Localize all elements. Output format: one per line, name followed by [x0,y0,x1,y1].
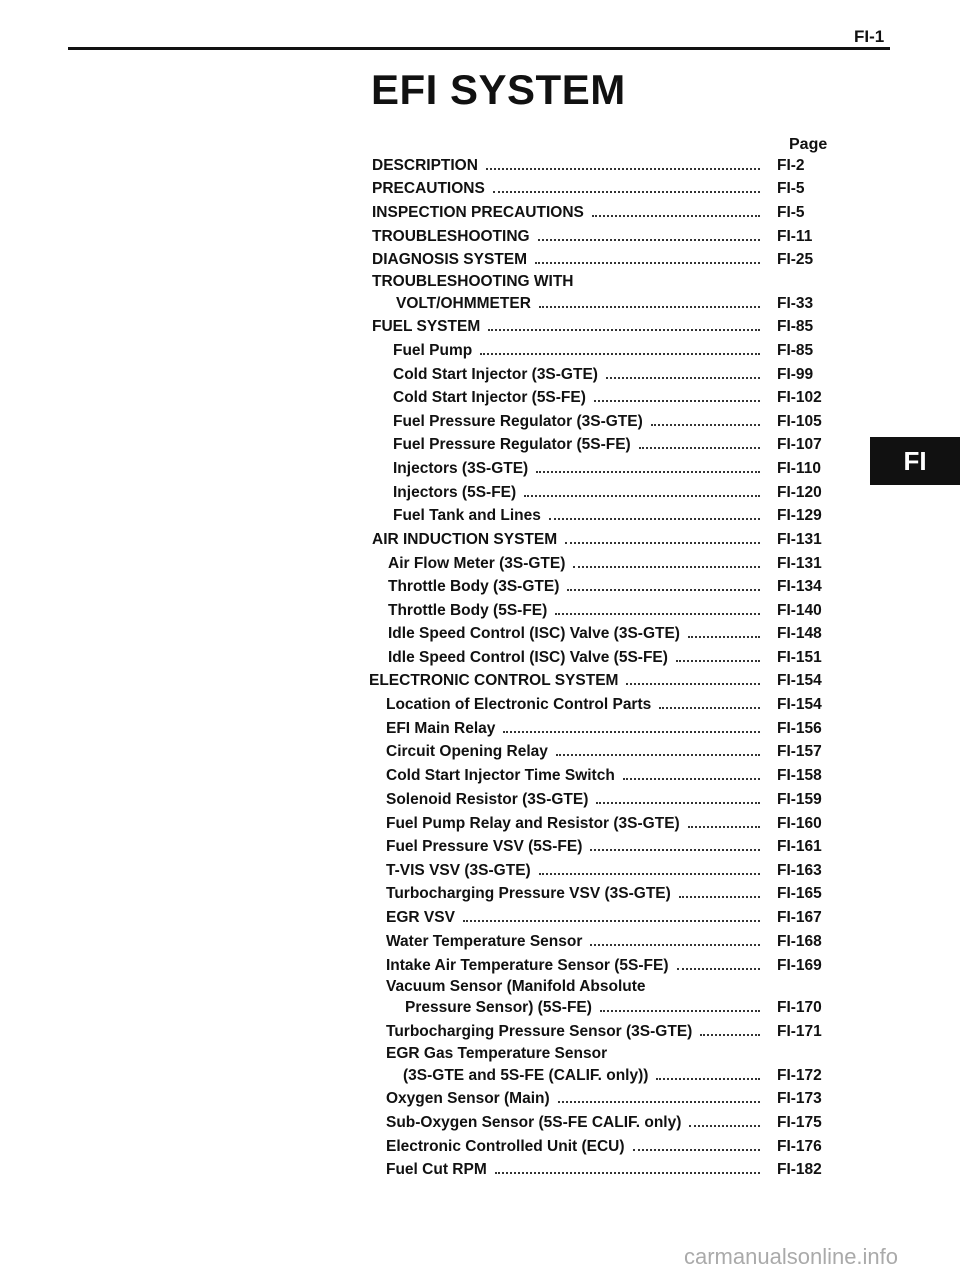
toc-entry[interactable] [386,763,768,785]
toc-entry[interactable] [396,291,768,313]
toc-entry[interactable] [393,385,768,407]
toc-entry[interactable] [386,1110,768,1132]
toc-entry-page: FI-154 [777,696,822,713]
toc-entry-label: Intake Air Temperature Sensor (5S-FE) [386,957,669,974]
toc-leader [503,731,760,733]
toc-entry-label: Air Flow Meter (3S-GTE) [388,555,566,572]
toc-entry[interactable] [386,1157,768,1179]
toc-leader [539,306,760,308]
toc-entry-label: (3S-GTE and 5S-FE (CALIF. only)) [403,1067,649,1084]
toc-entry-label: Pressure Sensor) (5S-FE) [405,999,592,1016]
toc-leader [495,1172,760,1174]
toc-leader [606,377,760,379]
toc-entry[interactable] [386,834,768,856]
toc-entry-page: FI-175 [777,1114,822,1131]
toc-entry-page: FI-161 [777,838,822,855]
toc-entry-page: FI-176 [777,1138,822,1155]
toc-entry-page: FI-148 [777,625,822,642]
toc-leader [524,495,760,497]
toc-leader [639,447,760,449]
toc-entry-label: PRECAUTIONS [372,180,485,197]
toc-entry-label: FUEL SYSTEM [372,318,481,335]
toc-entry[interactable] [388,645,768,667]
toc-entry-page: FI-5 [777,180,805,197]
toc-leader [659,707,760,709]
toc-entry-label: Turbocharging Pressure Sensor (3S-GTE) [386,1023,693,1040]
toc-leader [486,168,760,170]
toc-entry-label: Fuel Pump [393,342,473,359]
toc-leader [688,826,760,828]
toc-entry-label: Fuel Pressure VSV (5S-FE) [386,838,583,855]
toc-entry[interactable] [372,153,768,175]
toc-entry-page: FI-99 [777,366,814,383]
toc-entry-page: FI-129 [777,507,822,524]
toc-entry[interactable] [393,480,768,502]
toc-entry[interactable] [386,1134,768,1156]
toc-entry[interactable] [386,929,768,951]
toc-entry-label: Cold Start Injector (5S-FE) [393,389,586,406]
toc-entry-label: TROUBLESHOOTING [372,228,530,245]
toc-leader [700,1034,760,1036]
page-title: EFI SYSTEM [371,66,626,113]
toc-leader [538,239,760,241]
toc-entry[interactable] [393,432,768,454]
toc-entry-page: FI-85 [777,342,814,359]
toc-entry-label: Fuel Pump Relay and Resistor (3S-GTE) [386,815,680,832]
toc-entry-label: Fuel Pressure Regulator (3S-GTE) [393,413,643,430]
toc-entry[interactable] [386,1019,768,1041]
toc-entry[interactable] [388,598,768,620]
toc-leader [536,471,760,473]
toc-leader [633,1149,760,1151]
toc-entry[interactable] [388,621,768,643]
toc-entry[interactable] [386,739,768,761]
toc-entry-label: Cold Start Injector Time Switch [386,767,615,784]
toc-entry[interactable] [393,503,768,525]
toc-entry-page: FI-157 [777,743,822,760]
toc-entry[interactable] [393,338,768,360]
toc-entry-page: FI-169 [777,957,822,974]
toc-leader [573,566,760,568]
toc-entry[interactable] [372,314,768,336]
toc-entry-page: FI-85 [777,318,814,335]
toc-entry-label: Fuel Cut RPM [386,1161,487,1178]
toc-entry[interactable] [393,362,768,384]
toc-entry-label: Injectors (3S-GTE) [393,460,529,477]
toc-entry-label: Fuel Tank and Lines [393,507,541,524]
toc-entry[interactable] [386,858,768,880]
toc-entry-label: ELECTRONIC CONTROL SYSTEM [369,672,619,689]
toc-entry-page: FI-33 [777,295,814,312]
toc-entry-page: FI-2 [777,157,805,174]
toc-entry-page: FI-107 [777,436,822,453]
toc-leader [679,896,760,898]
toc-entry[interactable] [372,527,768,549]
toc-leader [535,262,760,264]
toc-entry-page: FI-168 [777,933,822,950]
toc-entry-label: EFI Main Relay [386,720,496,737]
toc-entry-page: FI-110 [777,460,821,477]
toc-entry-page: FI-165 [777,885,822,902]
toc-entry-page: FI-25 [777,251,814,268]
toc-entry[interactable] [386,953,768,975]
page-number: FI-1 [854,27,885,46]
toc-entry-page: FI-5 [777,204,805,221]
toc-entry-label: Water Temperature Sensor [386,933,583,950]
toc-entry-label: Oxygen Sensor (Main) [386,1090,550,1107]
toc-leader [623,778,760,780]
toc-entry[interactable] [372,176,768,198]
toc-leader [594,400,760,402]
toc-entry-page: FI-131 [777,555,822,572]
toc-entry-page: FI-159 [777,791,822,808]
toc-leader [596,802,760,804]
toc-leader [556,754,760,756]
toc-entry[interactable] [388,551,768,573]
toc-entry-label: Idle Speed Control (ISC) Valve (3S-GTE) [388,625,680,642]
toc-entry[interactable] [386,811,768,833]
toc-leader [480,353,760,355]
toc-entry[interactable] [388,574,768,596]
toc-entry[interactable] [386,881,768,903]
toc-leader [676,660,760,662]
toc-entry-label: T-VIS VSV (3S-GTE) [386,862,531,879]
toc-entry-page: FI-160 [777,815,822,832]
toc-entry-page: FI-151 [777,649,822,666]
toc-entry-page: FI-182 [777,1161,822,1178]
toc-entry-label: AIR INDUCTION SYSTEM [372,531,558,548]
toc-entry[interactable] [372,224,768,246]
toc-entry-label: Solenoid Resistor (3S-GTE) [386,791,589,808]
page-column-header: Page [789,136,828,153]
toc-entry-label-line1: TROUBLESHOOTING WITH [372,273,574,290]
toc-entry-page: FI-131 [777,531,822,548]
toc-leader [677,968,760,970]
toc-entry-page: FI-134 [777,578,822,595]
toc-entry[interactable] [369,668,768,690]
toc-entry-label: Sub-Oxygen Sensor (5S-FE CALIF. only) [386,1114,682,1131]
toc-entry[interactable] [386,716,768,738]
toc-entry-label: EGR VSV [386,909,455,926]
toc-leader [549,518,760,520]
toc-leader [558,1101,760,1103]
toc-entry-label: Throttle Body (3S-GTE) [388,578,560,595]
toc-leader [651,424,760,426]
toc-leader [590,944,760,946]
toc-entry-label: Turbocharging Pressure VSV (3S-GTE) [386,885,671,902]
toc-entry-page: FI-102 [777,389,822,406]
toc-entry-label: Idle Speed Control (ISC) Valve (5S-FE) [388,649,668,666]
toc-leader [592,215,760,217]
toc-entry[interactable] [372,247,768,269]
toc-entry[interactable] [393,456,768,478]
toc-entry-label: DESCRIPTION [372,157,478,174]
toc-entry-page: FI-158 [777,767,822,784]
toc-leader [488,329,760,331]
toc-leader [626,683,760,685]
toc-entry-label: Fuel Pressure Regulator (5S-FE) [393,436,631,453]
toc-leader [656,1078,760,1080]
toc-entry-page: FI-105 [777,413,822,430]
toc-entry[interactable] [393,409,768,431]
toc-leader [689,1125,760,1127]
toc-entry-label: INSPECTION PRECAUTIONS [372,204,584,221]
toc-leader [565,542,760,544]
toc-entry-page: FI-140 [777,602,822,619]
toc-entry-page: FI-154 [777,672,822,689]
toc-leader [493,191,760,193]
toc-entry-label: DIAGNOSIS SYSTEM [372,251,528,268]
toc-entry-page: FI-163 [777,862,822,879]
toc-entry-label: Throttle Body (5S-FE) [388,602,548,619]
toc-entry-page: FI-120 [777,484,822,501]
toc-leader [555,613,760,615]
toc-leader [463,920,760,922]
toc-entry-label: Circuit Opening Relay [386,743,548,760]
toc-entry[interactable] [403,1063,768,1085]
toc-entry[interactable] [386,787,768,809]
toc-entry-page: FI-173 [777,1090,822,1107]
toc-leader [590,849,760,851]
toc-entry[interactable] [386,905,768,927]
toc-entry-page: FI-172 [777,1067,822,1084]
toc-leader [600,1010,760,1012]
toc-leader [539,873,760,875]
toc-entry-page: FI-170 [777,999,822,1016]
toc-entry-label: VOLT/OHMMETER [396,295,531,312]
toc-leader [567,589,760,591]
toc-entry-label: Electronic Controlled Unit (ECU) [386,1138,625,1155]
watermark: carmanualsonline.info [684,1244,899,1269]
toc-entry[interactable] [386,1086,768,1108]
toc-entry-label-line1: EGR Gas Temperature Sensor [386,1045,608,1062]
toc-entry-page: FI-167 [777,909,822,926]
toc-entry-page: FI-11 [777,228,813,245]
toc-entry-label: Cold Start Injector (3S-GTE) [393,366,598,383]
toc-entry[interactable] [405,995,768,1017]
toc-entry-page: FI-171 [777,1023,822,1040]
toc-entry[interactable] [372,200,768,222]
toc-entry[interactable] [386,692,768,714]
toc-entry-label-line1: Vacuum Sensor (Manifold Absolute [386,978,646,995]
toc-entry-label: Injectors (5S-FE) [393,484,517,501]
toc-entry-label: Location of Electronic Control Parts [386,696,652,713]
section-tab-marker: FI [870,437,960,485]
toc-entry-page: FI-156 [777,720,822,737]
toc-leader [688,636,760,638]
